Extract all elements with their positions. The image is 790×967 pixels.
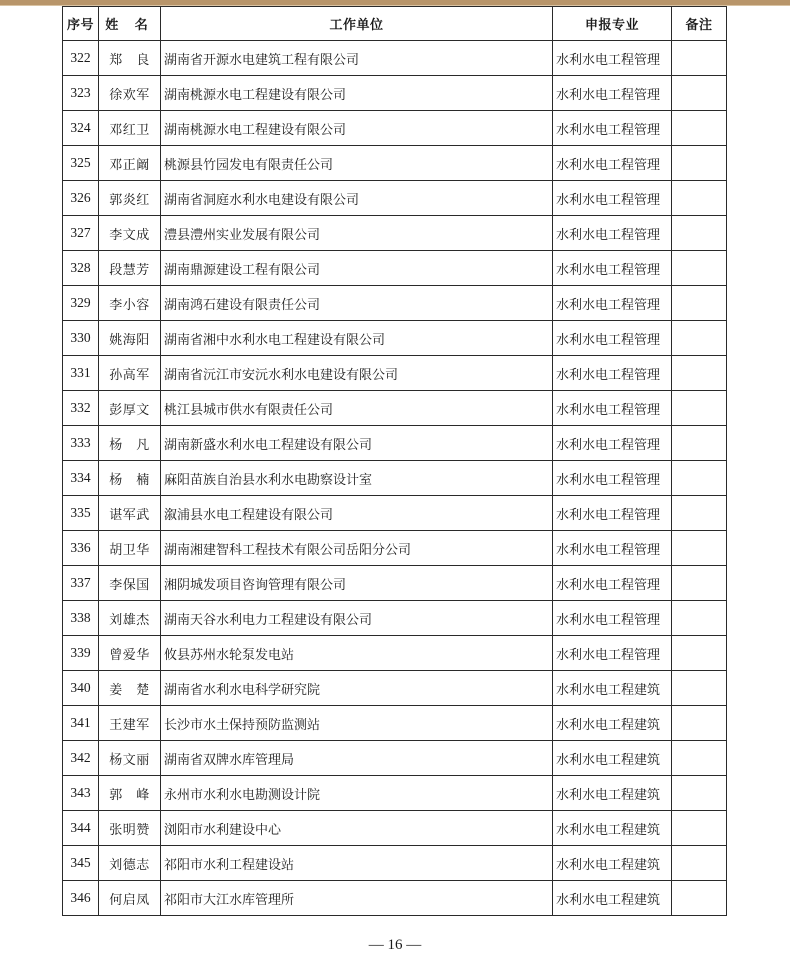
cell-name: 何启凤 xyxy=(99,881,161,916)
cell-unit: 溆浦县水电工程建设有限公司 xyxy=(161,496,553,531)
cell-note xyxy=(672,111,727,146)
cell-note xyxy=(672,146,727,181)
cell-no: 332 xyxy=(63,391,99,426)
cell-unit: 攸县苏州水轮泵发电站 xyxy=(161,636,553,671)
cell-name: 杨文丽 xyxy=(99,741,161,776)
table-row xyxy=(63,776,727,811)
cell-no: 344 xyxy=(63,811,99,846)
cell-major: 水利水电工程建筑 xyxy=(553,846,672,881)
cell-major: 水利水电工程管理 xyxy=(553,251,672,286)
cell-unit: 祁阳市水利工程建设站 xyxy=(161,846,553,881)
cell-note xyxy=(672,671,727,706)
cell-unit: 永州市水利水电勘测设计院 xyxy=(161,776,553,811)
cell-note xyxy=(672,811,727,846)
table-row xyxy=(63,741,727,776)
cell-name: 郑 良 xyxy=(99,41,161,76)
cell-major: 水利水电工程管理 xyxy=(553,566,672,601)
cell-name: 王建军 xyxy=(99,706,161,741)
cell-name: 谌军武 xyxy=(99,496,161,531)
table-row xyxy=(63,391,727,426)
table-row xyxy=(63,426,727,461)
page-number: — 16 — xyxy=(368,937,422,953)
cell-unit: 长沙市水土保持预防监测站 xyxy=(161,706,553,741)
table-row xyxy=(63,461,727,496)
header-major: 申报专业 xyxy=(553,7,672,41)
cell-note xyxy=(672,181,727,216)
table-row xyxy=(63,671,727,706)
cell-no: 322 xyxy=(63,41,99,76)
cell-no: 336 xyxy=(63,531,99,566)
cell-unit: 湖南桃源水电工程建设有限公司 xyxy=(161,76,553,111)
cell-name: 曾爱华 xyxy=(99,636,161,671)
cell-unit: 湖南鸿石建设有限责任公司 xyxy=(161,286,553,321)
cell-no: 328 xyxy=(63,251,99,286)
cell-name: 郭炎红 xyxy=(99,181,161,216)
cell-note xyxy=(672,881,727,916)
cell-note xyxy=(672,251,727,286)
cell-name: 刘雄杰 xyxy=(99,601,161,636)
table-row xyxy=(63,531,727,566)
cell-name: 郭 峰 xyxy=(99,776,161,811)
cell-major: 水利水电工程管理 xyxy=(553,496,672,531)
cell-major: 水利水电工程管理 xyxy=(553,146,672,181)
table-row xyxy=(63,601,727,636)
cell-unit: 湘阴城发项目咨询管理有限公司 xyxy=(161,566,553,601)
cell-major: 水利水电工程管理 xyxy=(553,426,672,461)
cell-major: 水利水电工程管理 xyxy=(553,286,672,321)
cell-major: 水利水电工程管理 xyxy=(553,41,672,76)
cell-name: 杨 楠 xyxy=(99,461,161,496)
cell-note xyxy=(672,636,727,671)
cell-unit: 湖南省双牌水库管理局 xyxy=(161,741,553,776)
cell-major: 水利水电工程管理 xyxy=(553,181,672,216)
cell-unit: 湖南湘建智科工程技术有限公司岳阳分公司 xyxy=(161,531,553,566)
table-row xyxy=(63,636,727,671)
cell-note xyxy=(672,391,727,426)
cell-no: 331 xyxy=(63,356,99,391)
cell-unit: 湖南鼎源建设工程有限公司 xyxy=(161,251,553,286)
table-row xyxy=(63,251,727,286)
table-row xyxy=(63,216,727,251)
cell-unit: 湖南新盛水利水电工程建设有限公司 xyxy=(161,426,553,461)
cell-major: 水利水电工程建筑 xyxy=(553,881,672,916)
roster-table-container xyxy=(62,6,726,916)
cell-no: 326 xyxy=(63,181,99,216)
cell-no: 342 xyxy=(63,741,99,776)
cell-unit: 湖南省沅江市安沅水利水电建设有限公司 xyxy=(161,356,553,391)
cell-no: 341 xyxy=(63,706,99,741)
cell-no: 340 xyxy=(63,671,99,706)
table-row xyxy=(63,146,727,181)
cell-major: 水利水电工程建筑 xyxy=(553,811,672,846)
cell-name: 张明赞 xyxy=(99,811,161,846)
cell-major: 水利水电工程管理 xyxy=(553,531,672,566)
cell-name: 姚海阳 xyxy=(99,321,161,356)
cell-note xyxy=(672,426,727,461)
cell-name: 邓正阚 xyxy=(99,146,161,181)
header-no: 序号 xyxy=(63,7,99,41)
cell-name: 李文成 xyxy=(99,216,161,251)
cell-unit: 湖南天谷水利电力工程建设有限公司 xyxy=(161,601,553,636)
cell-note xyxy=(672,846,727,881)
cell-no: 323 xyxy=(63,76,99,111)
cell-major: 水利水电工程管理 xyxy=(553,76,672,111)
cell-note xyxy=(672,776,727,811)
cell-no: 325 xyxy=(63,146,99,181)
table-row xyxy=(63,41,727,76)
cell-major: 水利水电工程管理 xyxy=(553,356,672,391)
cell-major: 水利水电工程管理 xyxy=(553,391,672,426)
table-row xyxy=(63,846,727,881)
cell-note xyxy=(672,321,727,356)
cell-note xyxy=(672,216,727,251)
table-row xyxy=(63,881,727,916)
cell-name: 段慧芳 xyxy=(99,251,161,286)
cell-major: 水利水电工程管理 xyxy=(553,601,672,636)
cell-name: 李小容 xyxy=(99,286,161,321)
cell-major: 水利水电工程管理 xyxy=(553,111,672,146)
table-row xyxy=(63,321,727,356)
table-body xyxy=(63,41,727,916)
table-row xyxy=(63,706,727,741)
table-row xyxy=(63,181,727,216)
cell-unit: 桃源县竹园发电有限责任公司 xyxy=(161,146,553,181)
cell-major: 水利水电工程建筑 xyxy=(553,776,672,811)
table-row xyxy=(63,111,727,146)
cell-note xyxy=(672,41,727,76)
cell-unit: 桃江县城市供水有限责任公司 xyxy=(161,391,553,426)
roster-table xyxy=(62,6,727,916)
cell-no: 324 xyxy=(63,111,99,146)
table-row xyxy=(63,76,727,111)
cell-unit: 湖南省湘中水利水电工程建设有限公司 xyxy=(161,321,553,356)
cell-major: 水利水电工程建筑 xyxy=(553,671,672,706)
cell-name: 胡卫华 xyxy=(99,531,161,566)
cell-no: 333 xyxy=(63,426,99,461)
table-row xyxy=(63,496,727,531)
cell-name: 杨 凡 xyxy=(99,426,161,461)
cell-unit: 湖南省洞庭水利水电建设有限公司 xyxy=(161,181,553,216)
header-row xyxy=(63,7,727,41)
cell-name: 徐欢军 xyxy=(99,76,161,111)
table-row xyxy=(63,356,727,391)
cell-major: 水利水电工程管理 xyxy=(553,636,672,671)
cell-major: 水利水电工程管理 xyxy=(553,321,672,356)
cell-unit: 祁阳市大江水库管理所 xyxy=(161,881,553,916)
cell-name: 彭厚文 xyxy=(99,391,161,426)
cell-note xyxy=(672,706,727,741)
cell-no: 334 xyxy=(63,461,99,496)
cell-unit: 麻阳苗族自治县水利水电勘察设计室 xyxy=(161,461,553,496)
cell-major: 水利水电工程建筑 xyxy=(553,741,672,776)
table-row xyxy=(63,566,727,601)
cell-note xyxy=(672,741,727,776)
cell-name: 邓红卫 xyxy=(99,111,161,146)
cell-name: 李保国 xyxy=(99,566,161,601)
cell-no: 346 xyxy=(63,881,99,916)
cell-note xyxy=(672,496,727,531)
cell-major: 水利水电工程建筑 xyxy=(553,706,672,741)
cell-no: 338 xyxy=(63,601,99,636)
cell-no: 330 xyxy=(63,321,99,356)
cell-major: 水利水电工程管理 xyxy=(553,216,672,251)
cell-name: 孙高军 xyxy=(99,356,161,391)
cell-note xyxy=(672,566,727,601)
cell-name: 刘德志 xyxy=(99,846,161,881)
header-note: 备注 xyxy=(672,7,727,41)
cell-note xyxy=(672,286,727,321)
cell-major: 水利水电工程管理 xyxy=(553,461,672,496)
cell-no: 339 xyxy=(63,636,99,671)
cell-note xyxy=(672,531,727,566)
cell-unit: 澧县澧州实业发展有限公司 xyxy=(161,216,553,251)
cell-no: 343 xyxy=(63,776,99,811)
header-unit: 工作单位 xyxy=(161,7,553,41)
table-row xyxy=(63,811,727,846)
cell-no: 329 xyxy=(63,286,99,321)
cell-no: 335 xyxy=(63,496,99,531)
cell-note xyxy=(672,356,727,391)
cell-unit: 湖南桃源水电工程建设有限公司 xyxy=(161,111,553,146)
table-row xyxy=(63,286,727,321)
cell-note xyxy=(672,601,727,636)
cell-unit: 浏阳市水利建设中心 xyxy=(161,811,553,846)
cell-note xyxy=(672,461,727,496)
cell-name: 姜 楚 xyxy=(99,671,161,706)
cell-note xyxy=(672,76,727,111)
cell-unit: 湖南省水利水电科学研究院 xyxy=(161,671,553,706)
header-name: 姓 名 xyxy=(99,7,161,41)
cell-no: 337 xyxy=(63,566,99,601)
cell-no: 327 xyxy=(63,216,99,251)
cell-no: 345 xyxy=(63,846,99,881)
cell-unit: 湖南省开源水电建筑工程有限公司 xyxy=(161,41,553,76)
table-header xyxy=(63,7,727,41)
